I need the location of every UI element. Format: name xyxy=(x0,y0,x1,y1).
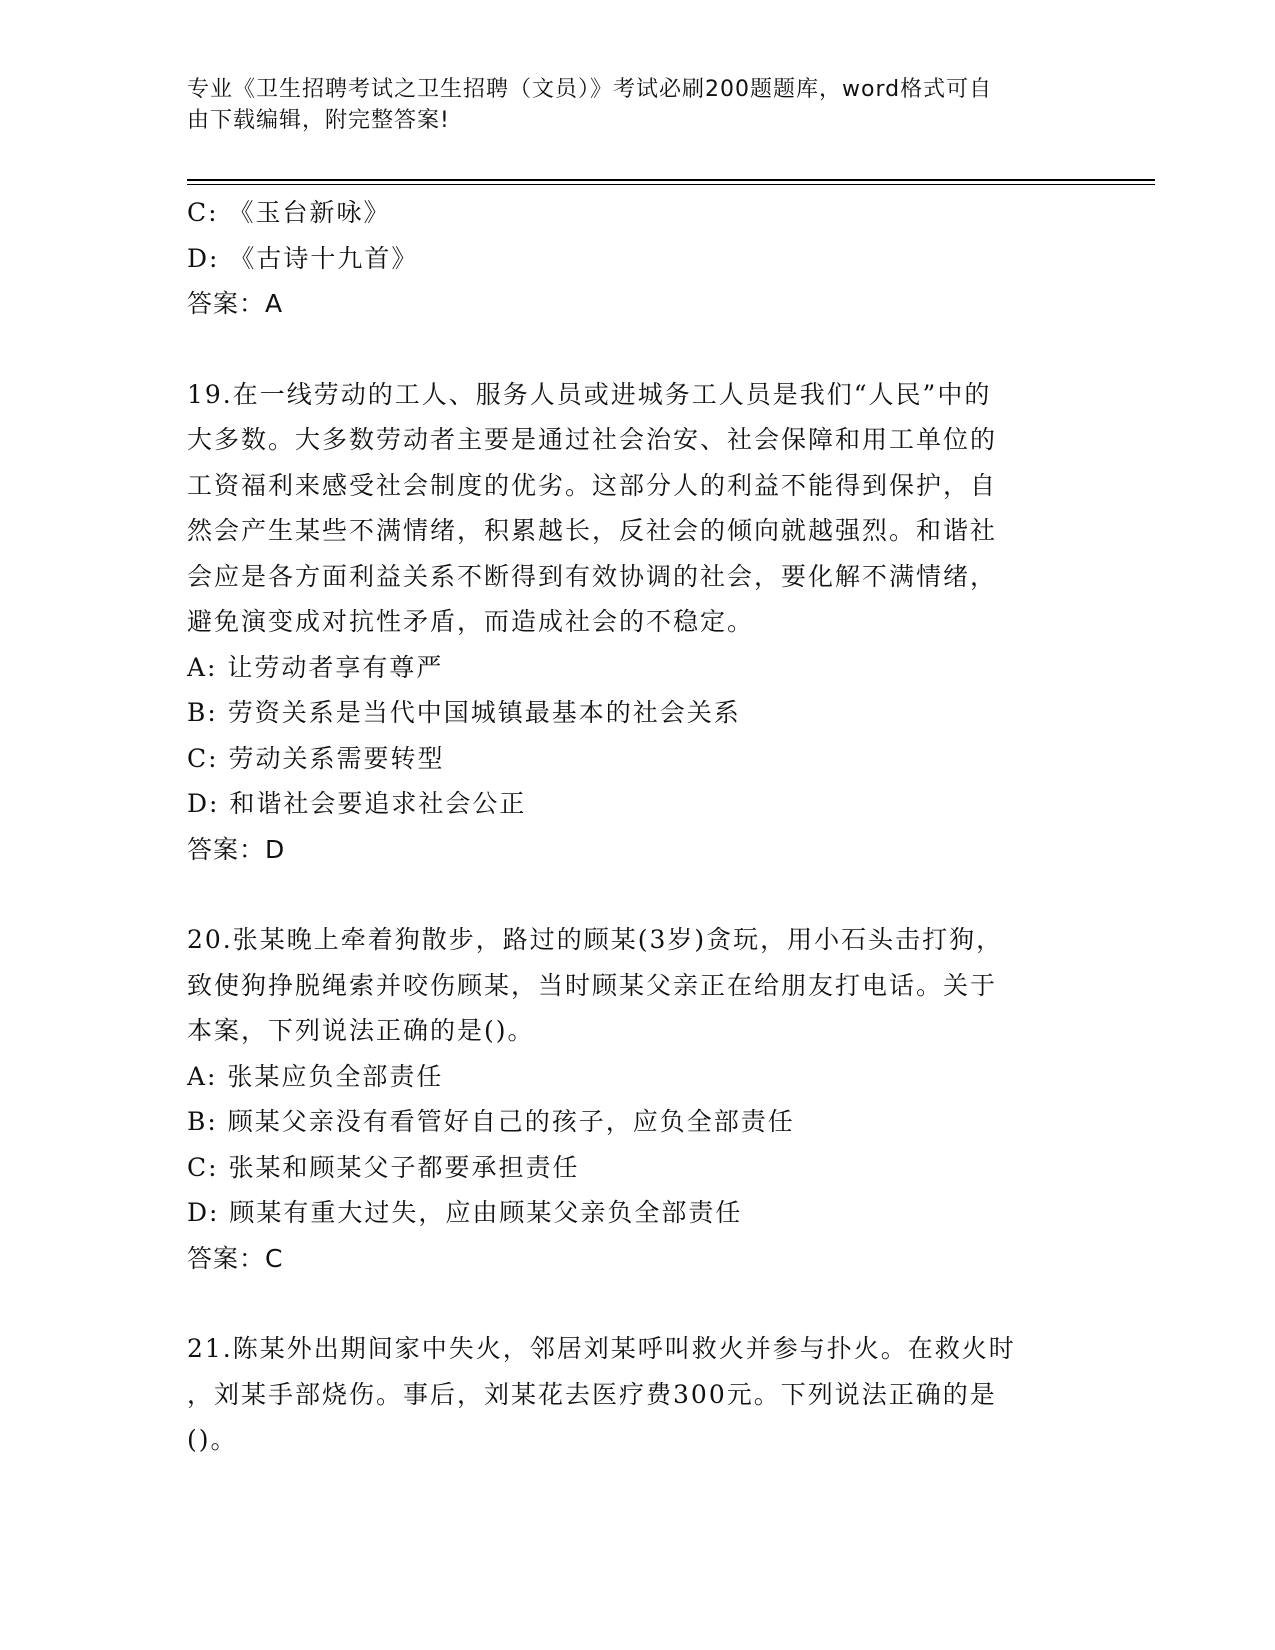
question-19 xyxy=(187,372,1087,873)
question-text-line: 21.陈某外出期间家中失火，邻居刘某呼叫救火并参与扑火。在救火时 xyxy=(187,1334,1016,1363)
option-d: D: 和谐社会要追求社会公正 xyxy=(187,789,527,818)
answer: 答案：D xyxy=(187,834,286,864)
question-21 xyxy=(187,1326,1087,1463)
question-text-line: 大多数。大多数劳动者主要是通过社会治安、社会保障和用工单位的 xyxy=(187,425,998,454)
option-c: C: 劳动关系需要转型 xyxy=(187,743,445,773)
question-text-line: 致使狗挣脱绳索并咬伤顾某，当时顾某父亲正在给朋友打电话。关于 xyxy=(187,970,998,1000)
header-line-2: 由下载编辑，附完整答案! xyxy=(187,108,450,133)
question-text-line: 19.在一线劳动的工人、服务人员或进城务工人员是我们“人民”中的 xyxy=(187,379,992,409)
option-c: C: 张某和顾某父子都要承担责任 xyxy=(187,1152,580,1182)
question-20 xyxy=(187,917,1087,1281)
answer: 答案：C xyxy=(187,1243,284,1273)
option-b: B: 顾某父亲没有看管好自己的孩子，应负全部责任 xyxy=(187,1107,795,1136)
question-18-tail xyxy=(187,190,1087,327)
option-b: B: 劳资关系是当代中国城镇最基本的社会关系 xyxy=(187,698,741,727)
question-text-line: 本案，下列说法正确的是()。 xyxy=(187,1016,535,1045)
header-line-1: 专业《卫生招聘考试之卫生招聘（文员）》考试必刷200题题库，word格式可自 xyxy=(187,77,993,102)
question-text-line: 工资福利来感受社会制度的优劣。这部分人的利益不能得到保护，自 xyxy=(187,470,998,500)
header-divider-thin xyxy=(187,184,1155,185)
option-d: D: 《古诗十九首》 xyxy=(187,243,419,273)
option-a: A: 让劳动者享有尊严 xyxy=(187,652,444,682)
option-c: C: 《玉台新咏》 xyxy=(187,198,391,227)
question-text-line: ()。 xyxy=(187,1425,238,1454)
question-text-line: ，刘某手部烧伤。事后，刘某花去医疗费300元。下列说法正确的是 xyxy=(187,1379,997,1409)
answer: 答案：A xyxy=(187,289,284,318)
document-content xyxy=(187,190,1087,1463)
option-a: A: 张某应负全部责任 xyxy=(187,1061,444,1091)
question-text-line: 避免演变成对抗性矛盾，而造成社会的不稳定。 xyxy=(187,607,755,636)
question-text-line: 20.张某晚上牵着狗散步，路过的顾某(3岁)贪玩，用小石头击打狗， xyxy=(187,925,1004,954)
option-d: D: 顾某有重大过失，应由顾某父亲负全部责任 xyxy=(187,1198,743,1227)
header-divider-thick xyxy=(187,179,1155,181)
question-text-line: 会应是各方面利益关系不断得到有效协调的社会，要化解不满情绪， xyxy=(187,561,998,591)
page-header xyxy=(187,74,1067,136)
question-text-line: 然会产生某些不满情绪，积累越长，反社会的倾向就越强烈。和谐社 xyxy=(187,516,998,545)
